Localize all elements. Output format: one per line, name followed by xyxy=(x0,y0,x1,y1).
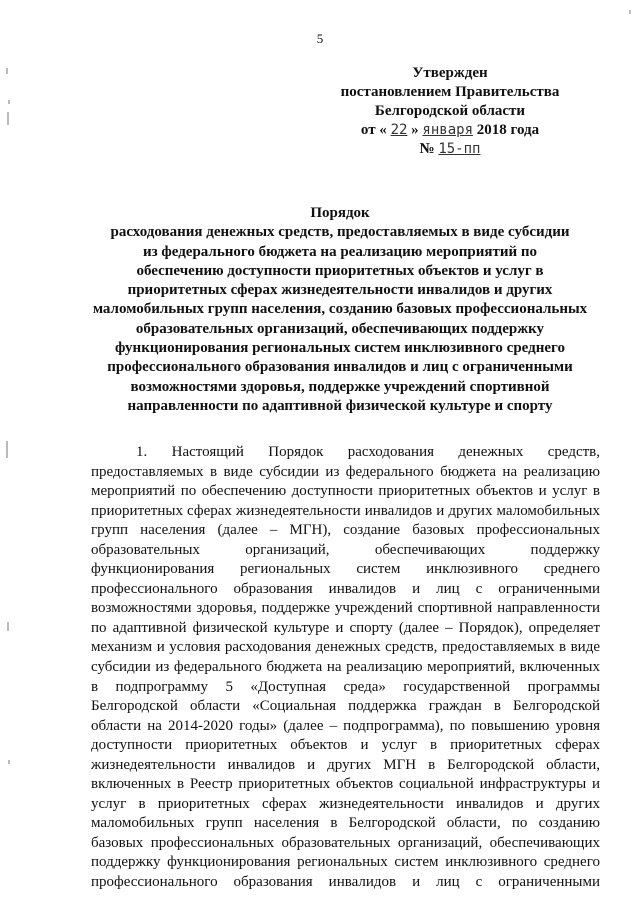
body-line: профессионального образования инвалидов и лиц с ограниченными xyxy=(91,580,600,597)
number-value: 15-пп xyxy=(438,141,481,157)
date-day: 22 xyxy=(390,122,408,138)
title-line: маломобильных групп населения, созданию базовых профессиональных xyxy=(92,301,588,318)
title-line: обеспечению доступности приоритетных объектов и услуг в xyxy=(136,262,544,279)
body-line: групп населения (далее – МГН), создание базовых профессиональных xyxy=(91,522,600,539)
title-line: возможностями здоровья, поддержке учреждений спортивной xyxy=(130,378,550,395)
approval-line-3: Белгородской области xyxy=(374,103,526,119)
body-line: функционирования региональных систем инклюзивного среднего xyxy=(91,561,600,578)
body-line: приоритетных сферах жизнедеятельности инвалидов и других маломобильных xyxy=(91,502,600,519)
body-line: базовых профессиональных образовательных организаций, обеспечивающих xyxy=(91,834,600,851)
title-line: расходования денежных средств, предоставляемых в виде субсидии xyxy=(110,224,570,241)
body-line: 1. Настоящий Порядок расходования денежных средств, xyxy=(136,444,600,460)
title-line: направленности по адаптивной физической культуре и спорту xyxy=(127,397,553,414)
date-mid: » xyxy=(411,122,419,138)
title-line: функционирования региональных систем инклюзивного среднего xyxy=(115,340,565,357)
approval-line-2: постановлением Правительства xyxy=(340,84,560,100)
body-line: механизм и условия расходования денежных средств, предоставляемых в виде xyxy=(91,639,600,656)
body-line: субсидии из федерального бюджета на реализацию мероприятий, включенных xyxy=(91,659,600,676)
date-month: января xyxy=(422,122,473,138)
date-prefix: от « xyxy=(360,122,387,138)
date-year: 2018 года xyxy=(476,122,540,138)
body-line: по адаптивной физической культуре и спорту (далее – Порядок), определяет xyxy=(91,619,600,636)
body-line: в подпрограмму 5 «Доступная среда» государственной программы xyxy=(91,678,600,695)
body-line: Белгородской области «Социальная поддержка граждан в Белгородской xyxy=(91,698,600,715)
body-line: образовательных организаций, обеспечивающих поддержку xyxy=(91,541,600,558)
body-line: профессионального образования инвалидов и лиц с ограниченными xyxy=(91,874,600,891)
body-line: доступности приоритетных объектов и услуг в приоритетных сферах xyxy=(91,737,600,754)
body-line: маломобильных групп населения в Белгородской области, по созданию xyxy=(91,815,600,832)
body-line: услуг в приоритетных сферах жизнедеятельности инвалидов и других xyxy=(91,795,600,812)
title-line: из федерального бюджета на реализацию мероприятий по xyxy=(142,243,538,260)
body-line: включенных в Реестр приоритетных объектов социальной инфраструктуры и xyxy=(91,776,600,793)
body-line: мероприятий по обеспечению доступности приоритетных объектов и услуг в xyxy=(91,483,600,500)
title-heading: Порядок xyxy=(310,205,370,221)
title-line: образовательных организаций, обеспечивающих поддержку xyxy=(135,320,545,337)
title-line: приоритетных сферах жизнедеятельности инвалидов и других xyxy=(127,282,553,299)
page-number: 5 xyxy=(316,31,324,46)
body-line: жизнедеятельности инвалидов и других МГН в Белгородской области, xyxy=(91,756,600,773)
title-line: профессионального образования инвалидов и лиц с ограниченными xyxy=(107,359,573,376)
body-line: возможностями здоровья, поддержке учреждений спортивной направленности xyxy=(91,600,600,617)
body-line: области на 2014-2020 годы» (далее – подпрограмма), по повышению уровня xyxy=(91,717,600,734)
body-line: поддержку функционирования региональных систем инклюзивного среднего xyxy=(91,854,600,871)
number-prefix: № xyxy=(419,141,435,157)
body-line: предоставляемых в виде субсидии из федерального бюджета на реализацию xyxy=(91,463,600,480)
approval-line-1: Утвержден xyxy=(412,65,488,81)
